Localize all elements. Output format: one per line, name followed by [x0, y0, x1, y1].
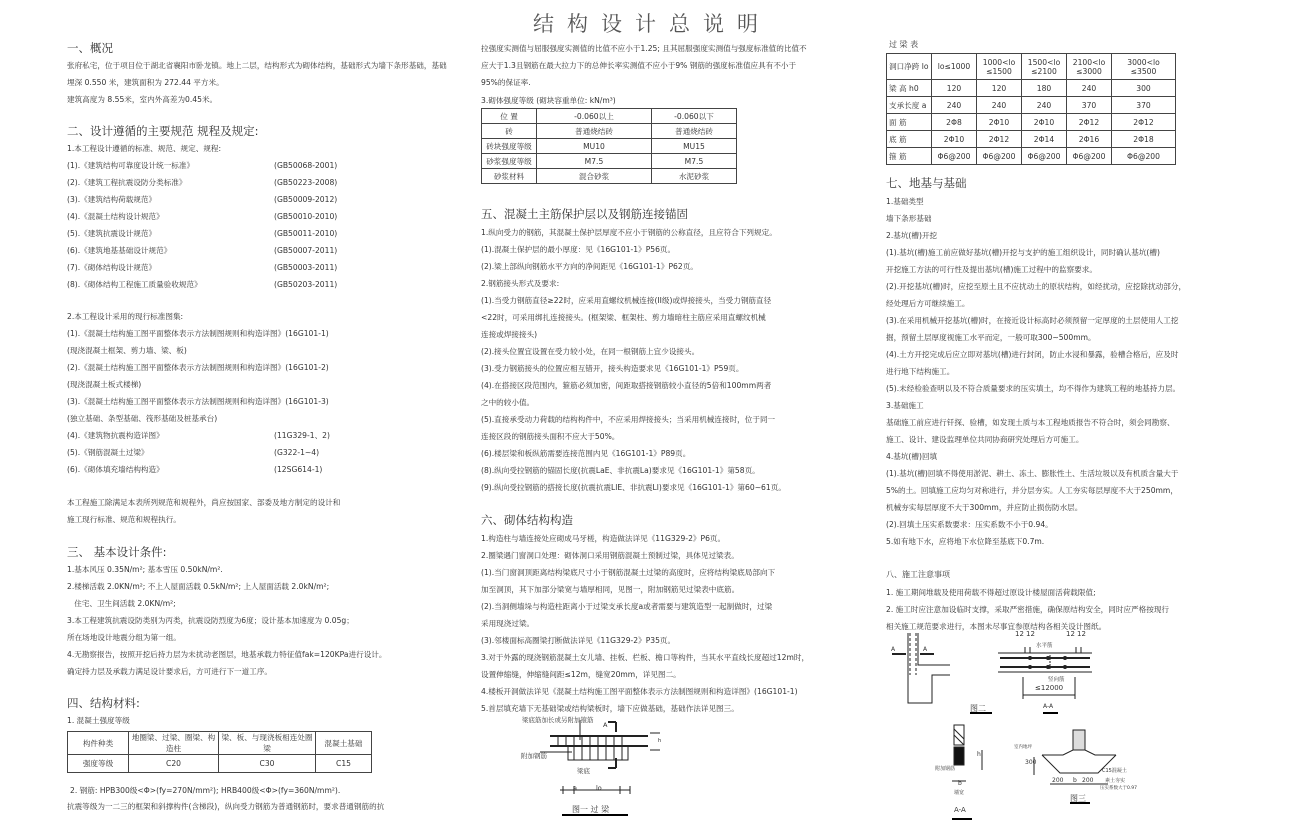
fig3-label-wall-width: 墙宽	[954, 790, 965, 796]
code-item	[67, 157, 338, 174]
atlas-name: (5).《钢筋混凝土过梁》	[67, 448, 149, 457]
table-cell: 梁、板、与现浇板相连处圈梁	[219, 732, 316, 755]
table-cell: 位 置	[482, 109, 537, 124]
foundation-line: (2).开挖基坑(槽)时，应挖至原土且不应扰动土的原状结构，如经扰动，应挖除扰动部分，	[886, 282, 1187, 291]
table-cell: 2Φ10	[1022, 114, 1067, 131]
materials-sub-1: 1. 混凝土强度等级	[67, 716, 130, 725]
fig1-label-bottom: 梁底	[577, 767, 590, 775]
foundation-line: 基础施工前应进行钎探、验槽，如发现土质与本工程地质报告不符合时，须会同勘察、	[886, 418, 1175, 427]
table-cell: 3000<lo ≤3500	[1112, 54, 1176, 80]
condition-line: 确定持力层及承载力满足设计要求后，方可进行下一道工序。	[67, 667, 273, 676]
condition-line: 1.基本风压 0.35N/m²; 基本雪压 0.50kN/m².	[67, 565, 223, 574]
anchorage-line: 之中的较小值。	[481, 398, 535, 407]
code-number: (GB50223-2008)	[274, 178, 338, 187]
atlas-line: (1).《混凝土结构施工图平面整体表示方法制图规则和构造详图》(16G101-1)	[67, 329, 329, 338]
table-cell: 2Φ18	[1112, 131, 1176, 148]
foundation-line: (4).土方开挖完成后应立即对基坑(槽)进行封闭，防止水浸和暴露，验槽合格后，应及时	[886, 350, 1179, 359]
table-cell: Φ6@200	[932, 148, 977, 165]
heading-masonry: 六、砌体结构构造	[481, 513, 573, 527]
fig1-label-left: 附加钢筋	[521, 752, 547, 760]
fig2-section: A-A	[1043, 703, 1054, 710]
foundation-line: 经处理后方可继续施工。	[886, 299, 970, 308]
masonry-line: 2.圈梁遇门窗洞口处理：砌体洞口采用钢筋混凝土预制过梁，具体见过梁表。	[481, 551, 739, 560]
condition-line: 2.楼梯活载 2.0KN/m²; 不上人屋面活载 0.5kN/m²; 上人屋面活载 2.0kN/m²;	[67, 582, 330, 591]
code-name: (4).《混凝土结构设计规范》	[67, 212, 164, 221]
fig3-caption: 图三	[1070, 794, 1086, 803]
codes-note-1: 本工程施工除满足本表所列规范和规程外，尚应按国家、部委及地方制定的设计和	[67, 498, 341, 507]
code-number: (GB50007-2011)	[274, 246, 338, 255]
condition-line: 4.无勘察报告，按照开挖后持力层为未扰动老图层，地基承载力特征值fak=120KPa进行设计。	[67, 650, 387, 659]
lintel-drawing	[500, 700, 700, 820]
masonry-line: 设置伸缩缝，伸缩缝间距≤12m，缝宽20mm，详见图二。	[481, 670, 681, 679]
table-cell: 1500<lo ≤2100	[1022, 54, 1067, 80]
fig1-section-mark: A	[603, 721, 608, 729]
code-item	[67, 242, 338, 259]
heading-codes: 二、设计遵循的主要规范 规程及规定:	[67, 124, 259, 138]
table-cell: 2Φ14	[1022, 131, 1067, 148]
codes-note-2: 施工现行标准、规范和规程执行。	[67, 515, 181, 524]
table-cell: 构件种类	[68, 732, 129, 755]
masonry-line: 4.楼板开洞做法详见《混凝土结构施工图平面整体表示方法制图规则和构造详图》(16G101-1)	[481, 687, 798, 696]
fig1-label-lo: lo	[596, 784, 602, 792]
atlas-code: (11G329-1、2)	[274, 431, 330, 440]
table-cell: 2Φ12	[1067, 114, 1112, 131]
foundation-line: 机械夯实每层厚度不大于300mm，并应防止损伤防水层。	[886, 503, 1083, 512]
code-name: (8).《砌体结构工程施工质量验收规范》	[67, 280, 202, 289]
foundation-line: 掘，预留土层厚度视施工水平而定，一般可取300~500mm。	[886, 333, 1096, 342]
construction-line: 相关施工规范要求进行，本图未尽事宜参原结构各相关设计图纸。	[886, 622, 1107, 631]
code-item	[67, 225, 338, 242]
masonry-sub: 3.砌体强度等级 (砌块容重单位: kN/m³)	[481, 96, 616, 105]
fig2-section-mark: A	[923, 646, 928, 653]
masonry-grade-table	[481, 108, 737, 184]
lintel-table	[886, 53, 1176, 165]
fig3-label-h: h	[977, 751, 981, 758]
table-cell: 砂浆强度等级	[482, 154, 537, 169]
table-cell: 2100<lo ≤3000	[1067, 54, 1112, 80]
table-cell: 2Φ16	[1067, 131, 1112, 148]
rebar-line-2: 抗震等级为一二三的框架和斜撑构件(含梯段)，纵向受力钢筋为普通钢筋时，要求普通钢筋的抗	[67, 802, 385, 811]
anchorage-line: (9).纵向受拉钢筋的搭接长度(抗震抗震LlE、非抗震Ll)要求见《16G101-1》第60~61页。	[481, 483, 786, 492]
table-cell: C15	[316, 755, 372, 773]
table-cell: -0.060以上	[537, 109, 652, 124]
anchorage-line: (5).直接承受动力荷载的结构构件中，不应采用焊接接头；当采用机械连接时，位于同一	[481, 415, 776, 424]
atlas-name: (4).《建筑物抗震构造详图》	[67, 431, 164, 440]
svg-text:h: h	[658, 738, 662, 744]
anchorage-line: (1).当受力钢筋直径≥22时，应采用直螺纹机械连接(II级)或焊接接头，当受力钢筋直径	[481, 296, 772, 305]
atlas-code: (G322-1~4)	[274, 448, 320, 457]
table-cell: 混合砂浆	[537, 169, 652, 184]
anchorage-line: (1).混凝土保护层的最小厚度：见《16G101-1》P56页。	[481, 245, 676, 254]
masonry-line: (2).当洞侧墙垛与构造柱距离小于过梁支承长度a或者需要与建筑造型一起制做时，过梁	[481, 602, 773, 611]
code-number: (GB50011-2010)	[274, 229, 338, 238]
anchorage-line: <22时，可采用绑扎连接接头。(框架梁、框架柱、剪力墙暗柱主筋应采用直螺纹机械	[481, 313, 766, 322]
atlas-code: (12SG614-1)	[274, 465, 323, 474]
atlas-name: (6).《砌体填充墙结构构造》	[67, 465, 164, 474]
table-cell: -0.060以下	[652, 109, 737, 124]
construction-line: 2. 施工时应注意加设临时支撑，采取严密措施，确保原结构安全，同时应严格按现行	[886, 605, 1170, 614]
table-cell: Φ6@200	[1067, 148, 1112, 165]
foundation-line: 5.如有地下水，应将地下水位降至基底下0.7m.	[886, 537, 1045, 546]
fig2-dim: 12	[1015, 630, 1024, 638]
concrete-grade-table	[67, 731, 372, 773]
anchorage-line: (2).梁上部纵向钢筋水平方向的净间距见《16G101-1》P62页。	[481, 262, 698, 271]
heading-construction-notes: 八、施工注意事项	[886, 570, 950, 579]
fig1-label-a: a	[573, 784, 577, 792]
table-cell: 180	[1022, 80, 1067, 97]
fig3-dim-300: 300	[1025, 759, 1037, 766]
fig3-label-rebar: 附加钢筋	[935, 766, 956, 772]
code-name: (7).《砌体结构设计规范》	[67, 263, 157, 272]
table-cell: 2Φ10	[977, 114, 1022, 131]
fig2-caption: 图二	[970, 704, 986, 713]
table-cell: M7.5	[537, 154, 652, 169]
drawing-title: 结构设计总说明	[533, 12, 771, 36]
fig1-label-top: 梁底筋加长或另附加箍筋	[522, 716, 594, 724]
table-cell: 120	[932, 80, 977, 97]
table-cell: 2Φ12	[1112, 114, 1176, 131]
table-cell: 240	[1022, 97, 1067, 114]
fig3-section: A-A	[954, 806, 966, 814]
anchorage-line: (6).楼层梁和板纵筋需要连接范围内见《16G101-1》P89页。	[481, 449, 691, 458]
anchorage-line: 连接或焊接接头)	[481, 330, 538, 339]
fig2-span: ≤12000	[1035, 684, 1064, 692]
rebar-cont-line: 应大于1.3且钢筋在最大拉力下的总伸长率实测值不应小于9% 钢筋的强度标准值应具有不小于	[481, 61, 797, 70]
masonry-line: (1).当门窗洞顶距离结构梁底尺寸小于钢筋混凝土过梁的高度时，应将结构梁底局部向下	[481, 568, 776, 577]
table-cell: 普通烧结砖	[537, 124, 652, 139]
atlas-line: (独立基础、条型基础、筏形基础及桩基承台)	[67, 414, 218, 423]
anchorage-line: (4).在搭接区段范围内，箍筋必须加密，间距取搭接钢筋较小直径的5倍和100mm两者	[481, 381, 772, 390]
fig3-label-c15: C15混凝土	[1102, 768, 1127, 774]
table-cell: Φ6@200	[1022, 148, 1067, 165]
code-item	[67, 259, 338, 276]
fig3-dim-bottom: 200	[1052, 777, 1064, 784]
heading-cover-anchorage: 五、混凝土主筋保护层以及钢筋连接锚固	[481, 207, 688, 221]
foundation-line: 5%的土。回填施工应均匀对称进行，并分层夯实。人工夯实每层厚度不大于250mm，	[886, 486, 1178, 495]
rebar-line-1: 2. 钢筋: HPB300级<Φ>(fy=270N/mm²); HRB400级<Φ>(fy=360N/mm²).	[70, 786, 341, 795]
fig3-dim-bottom: 200	[1082, 777, 1094, 784]
table-cell: 1000<lo ≤1500	[977, 54, 1022, 80]
masonry-line: 采用现浇过梁。	[481, 619, 535, 628]
table-cell: 砂浆材料	[482, 169, 537, 184]
foundation-line: (5).未经检验查明以及不符合质量要求的压实填土，均不得作为建筑工程的地基持力层。	[886, 384, 1181, 393]
anchorage-line: 1.纵向受力的钢筋，其混凝土保护层厚度不应小于钢筋的公称直径，且应符合下列规定。	[481, 228, 777, 237]
fig3-dim-bottom: b	[1073, 777, 1077, 784]
codes-sub-2: 2.本工程设计采用的现行标准图集:	[67, 312, 184, 321]
condition-line: 3.本工程建筑抗震设防类别为丙类，抗震设防烈度为6度；设计基本加速度为 0.05g；	[67, 616, 354, 625]
anchorage-line: 2.钢筋接头形式及要求:	[481, 279, 560, 288]
code-number: (GB50010-2010)	[274, 212, 338, 221]
table-cell: 370	[1112, 97, 1176, 114]
code-number: (GB50203-2011)	[274, 280, 338, 289]
masonry-line: 3.对于外露的现浇钢筋混凝土女儿墙、挂板、栏板、檐口等构件，当其水平直线长度超过12m时，	[481, 653, 810, 662]
table-cell: Φ6@200	[1112, 148, 1176, 165]
anchorage-line: 连接区段的钢筋接头面积不应大于50%。	[481, 432, 620, 441]
table-cell: 2Φ8	[932, 114, 977, 131]
code-item	[67, 208, 338, 225]
table-cell: 地圈梁、过梁、圈梁、构造柱	[129, 732, 219, 755]
table-cell: C20	[129, 755, 219, 773]
lintel-table-title: 过 梁 表	[889, 40, 919, 49]
condition-line: 所在场地设计地震分组为第一组。	[67, 633, 181, 642]
table-cell: M7.5	[652, 154, 737, 169]
fig3-label-b: b	[958, 780, 962, 787]
code-item	[67, 276, 338, 293]
table-cell: MU10	[537, 139, 652, 154]
table-cell: 300	[1112, 80, 1176, 97]
fig2-section-mark: A	[891, 646, 896, 653]
code-name: (5).《建筑抗震设计规范》	[67, 229, 157, 238]
masonry-line: 1.构造柱与墙连接处应砌成马牙槎，构造做法详见《11G329-2》P6页。	[481, 534, 726, 543]
code-number: (GB50068-2001)	[274, 161, 338, 170]
table-cell: 面 筋	[887, 114, 932, 131]
atlas-line: (现浇混凝土板式楼梯)	[67, 380, 142, 389]
atlas-line: (现浇混凝土框架、剪力墙、梁、板)	[67, 346, 187, 355]
code-name: (3).《建筑结构荷载规范》	[67, 195, 157, 204]
code-number: (GB50009-2012)	[274, 195, 338, 204]
overview-line-2: 埋深 0.550 米，建筑面积为 272.44 平方米。	[67, 78, 224, 87]
table-cell: 底 筋	[887, 131, 932, 148]
anchorage-line: (2).接头位置宜设置在受力较小处，在同一根钢筋上宜少设接头。	[481, 347, 700, 356]
masonry-line: 加至洞顶，其下加部分梁宽与墙厚相同，见图一，附加钢筋见过梁表中底筋。	[481, 585, 740, 594]
condition-line: 住宅、卫生间活载 2.0KN/m²;	[67, 599, 176, 608]
foundation-line: 墙下条形基础	[886, 214, 932, 223]
code-name: (1).《建筑结构可靠度设计统一标准》	[67, 161, 195, 170]
atlas-item	[67, 427, 330, 444]
construction-line: 1. 施工期间堆载及使用荷载不得超过原设计楼屋面活荷载限值;	[886, 588, 1096, 597]
atlas-item	[67, 461, 323, 478]
heading-materials: 四、结构材料:	[67, 696, 140, 710]
foundation-line: 施工、设计、建设监理单位共同协商研究处理后方可施工。	[886, 435, 1084, 444]
foundation-line: (1).基坑(槽)回填不得使用淤泥、耕土、冻土、膨胀性土、生活垃圾以及有机质含量大于	[886, 469, 1179, 478]
anchorage-line: (3).受力钢筋接头的位置应相互错开，接头构造要求见《16G101-1》P59页。	[481, 364, 744, 373]
foundation-line: 4.基坑(槽)回填	[886, 452, 938, 461]
table-cell: C30	[219, 755, 316, 773]
table-cell: 240	[932, 97, 977, 114]
table-cell: 强度等级	[68, 755, 129, 773]
rebar-cont-line: 拉强度实测值与屈服强度实测值的比值不应小于1.25; 且其屈服强度实测值与强度标准值的比值不	[481, 44, 807, 53]
heading-design-conditions: 三、 基本设计条件:	[67, 545, 167, 559]
table-cell: 梁 高 h0	[887, 80, 932, 97]
codes-sub-1: 1.本工程设计遵循的标准、规范、规定、规程:	[67, 144, 222, 153]
table-cell: 240	[1067, 80, 1112, 97]
rebar-cont-line: 95%的保证率.	[481, 78, 531, 87]
fig2-dim: 12	[1026, 630, 1035, 638]
table-cell: 2Φ10	[932, 131, 977, 148]
fig2-label-vertical: 竖向筋	[1048, 677, 1065, 683]
foundation-line: 开挖施工方法的可行性及提出基坑(槽)施工过程中的监察要求。	[886, 265, 1097, 274]
foundation-line: 2.基坑(槽)开挖	[886, 231, 938, 240]
table-cell: 240	[977, 97, 1022, 114]
table-cell: 水泥砂浆	[652, 169, 737, 184]
foundation-line: (2).回填土压实系数要求：压实系数不小于0.94。	[886, 520, 1053, 529]
fig2-dim: 12	[1077, 630, 1086, 638]
table-cell: 砖块强度等级	[482, 139, 537, 154]
table-cell: 370	[1067, 97, 1112, 114]
expansion-joint-drawing	[880, 625, 1140, 725]
table-cell: 2Φ12	[977, 131, 1022, 148]
table-cell: 120	[977, 80, 1022, 97]
code-name: (2).《建筑工程抗震设防分类标准》	[67, 178, 187, 187]
masonry-line: 5.首层填充墙下无基础梁或结构梁板时，墙下应做基础，基础作法详见图三。	[481, 704, 739, 713]
code-name: (6).《建筑地基基础设计规范》	[67, 246, 172, 255]
table-cell: Φ6@200	[977, 148, 1022, 165]
code-number: (GB50003-2011)	[274, 263, 338, 272]
table-cell: 箍 筋	[887, 148, 932, 165]
foundation-line: (1).基坑(槽)施工前应做好基坑(槽)开挖与支护的施工组织设计，同时确认基坑(槽)	[886, 248, 1160, 257]
atlas-line: (2).《混凝土结构施工图平面整体表示方法制图规则和构造详图》(16G101-2)	[67, 363, 329, 372]
masonry-line: (3).邻楼面标高圈梁打断做法详见《11G329-2》P35页。	[481, 636, 676, 645]
table-cell: 混凝土基础	[316, 732, 372, 755]
fig2-label-horizontal: 水平筋	[1036, 643, 1053, 649]
table-cell: MU15	[652, 139, 737, 154]
anchorage-line: (8).纵向受拉钢筋的锚固长度(抗震LaE、非抗震La)要求见《16G101-1》第58页。	[481, 466, 760, 475]
table-cell: 普通烧结砖	[652, 124, 737, 139]
table-cell: 洞口净跨 lo	[887, 54, 932, 80]
heading-overview: 一、概况	[67, 41, 113, 55]
atlas-item	[67, 444, 320, 461]
foundation-line: 3.基础施工	[886, 401, 924, 410]
atlas-line: (3).《混凝土结构施工图平面整体表示方法制图规则和构造详图》(16G101-3)	[67, 397, 329, 406]
fig3-label-compact: 压实系数大于0.97	[1100, 786, 1138, 791]
fig2-dim: 12	[1066, 630, 1075, 638]
heading-foundation: 七、地基与基础	[886, 176, 967, 190]
fig1-caption: 图一 过 梁	[572, 805, 610, 814]
overview-line-3: 建筑高度为 8.55米，室内外高差为0.45米。	[67, 95, 218, 104]
foundation-line: (3).在采用机械开挖基坑(槽)时，在接近设计标高时必须预留一定厚度的土层使用人工挖	[886, 316, 1179, 325]
table-cell: lo≤1000	[932, 54, 977, 80]
foundation-line: 进行地下结构施工。	[886, 367, 955, 376]
code-item	[67, 174, 338, 191]
foundation-line: 1.基础类型	[886, 197, 924, 206]
overview-line-1: 张府私宅，位于项目位于湖北省襄阳市卧龙镇。地上二层，结构形式为砌体结构，基础形式为墙下条形基础，基础	[67, 61, 447, 70]
fig3-label-soil: 素土夯实	[1105, 778, 1126, 784]
table-cell: 砖	[482, 124, 537, 139]
table-cell: 支承长度 a	[887, 97, 932, 114]
code-item	[67, 191, 338, 208]
fig3-label-floor: 室内地坪	[1014, 745, 1032, 750]
